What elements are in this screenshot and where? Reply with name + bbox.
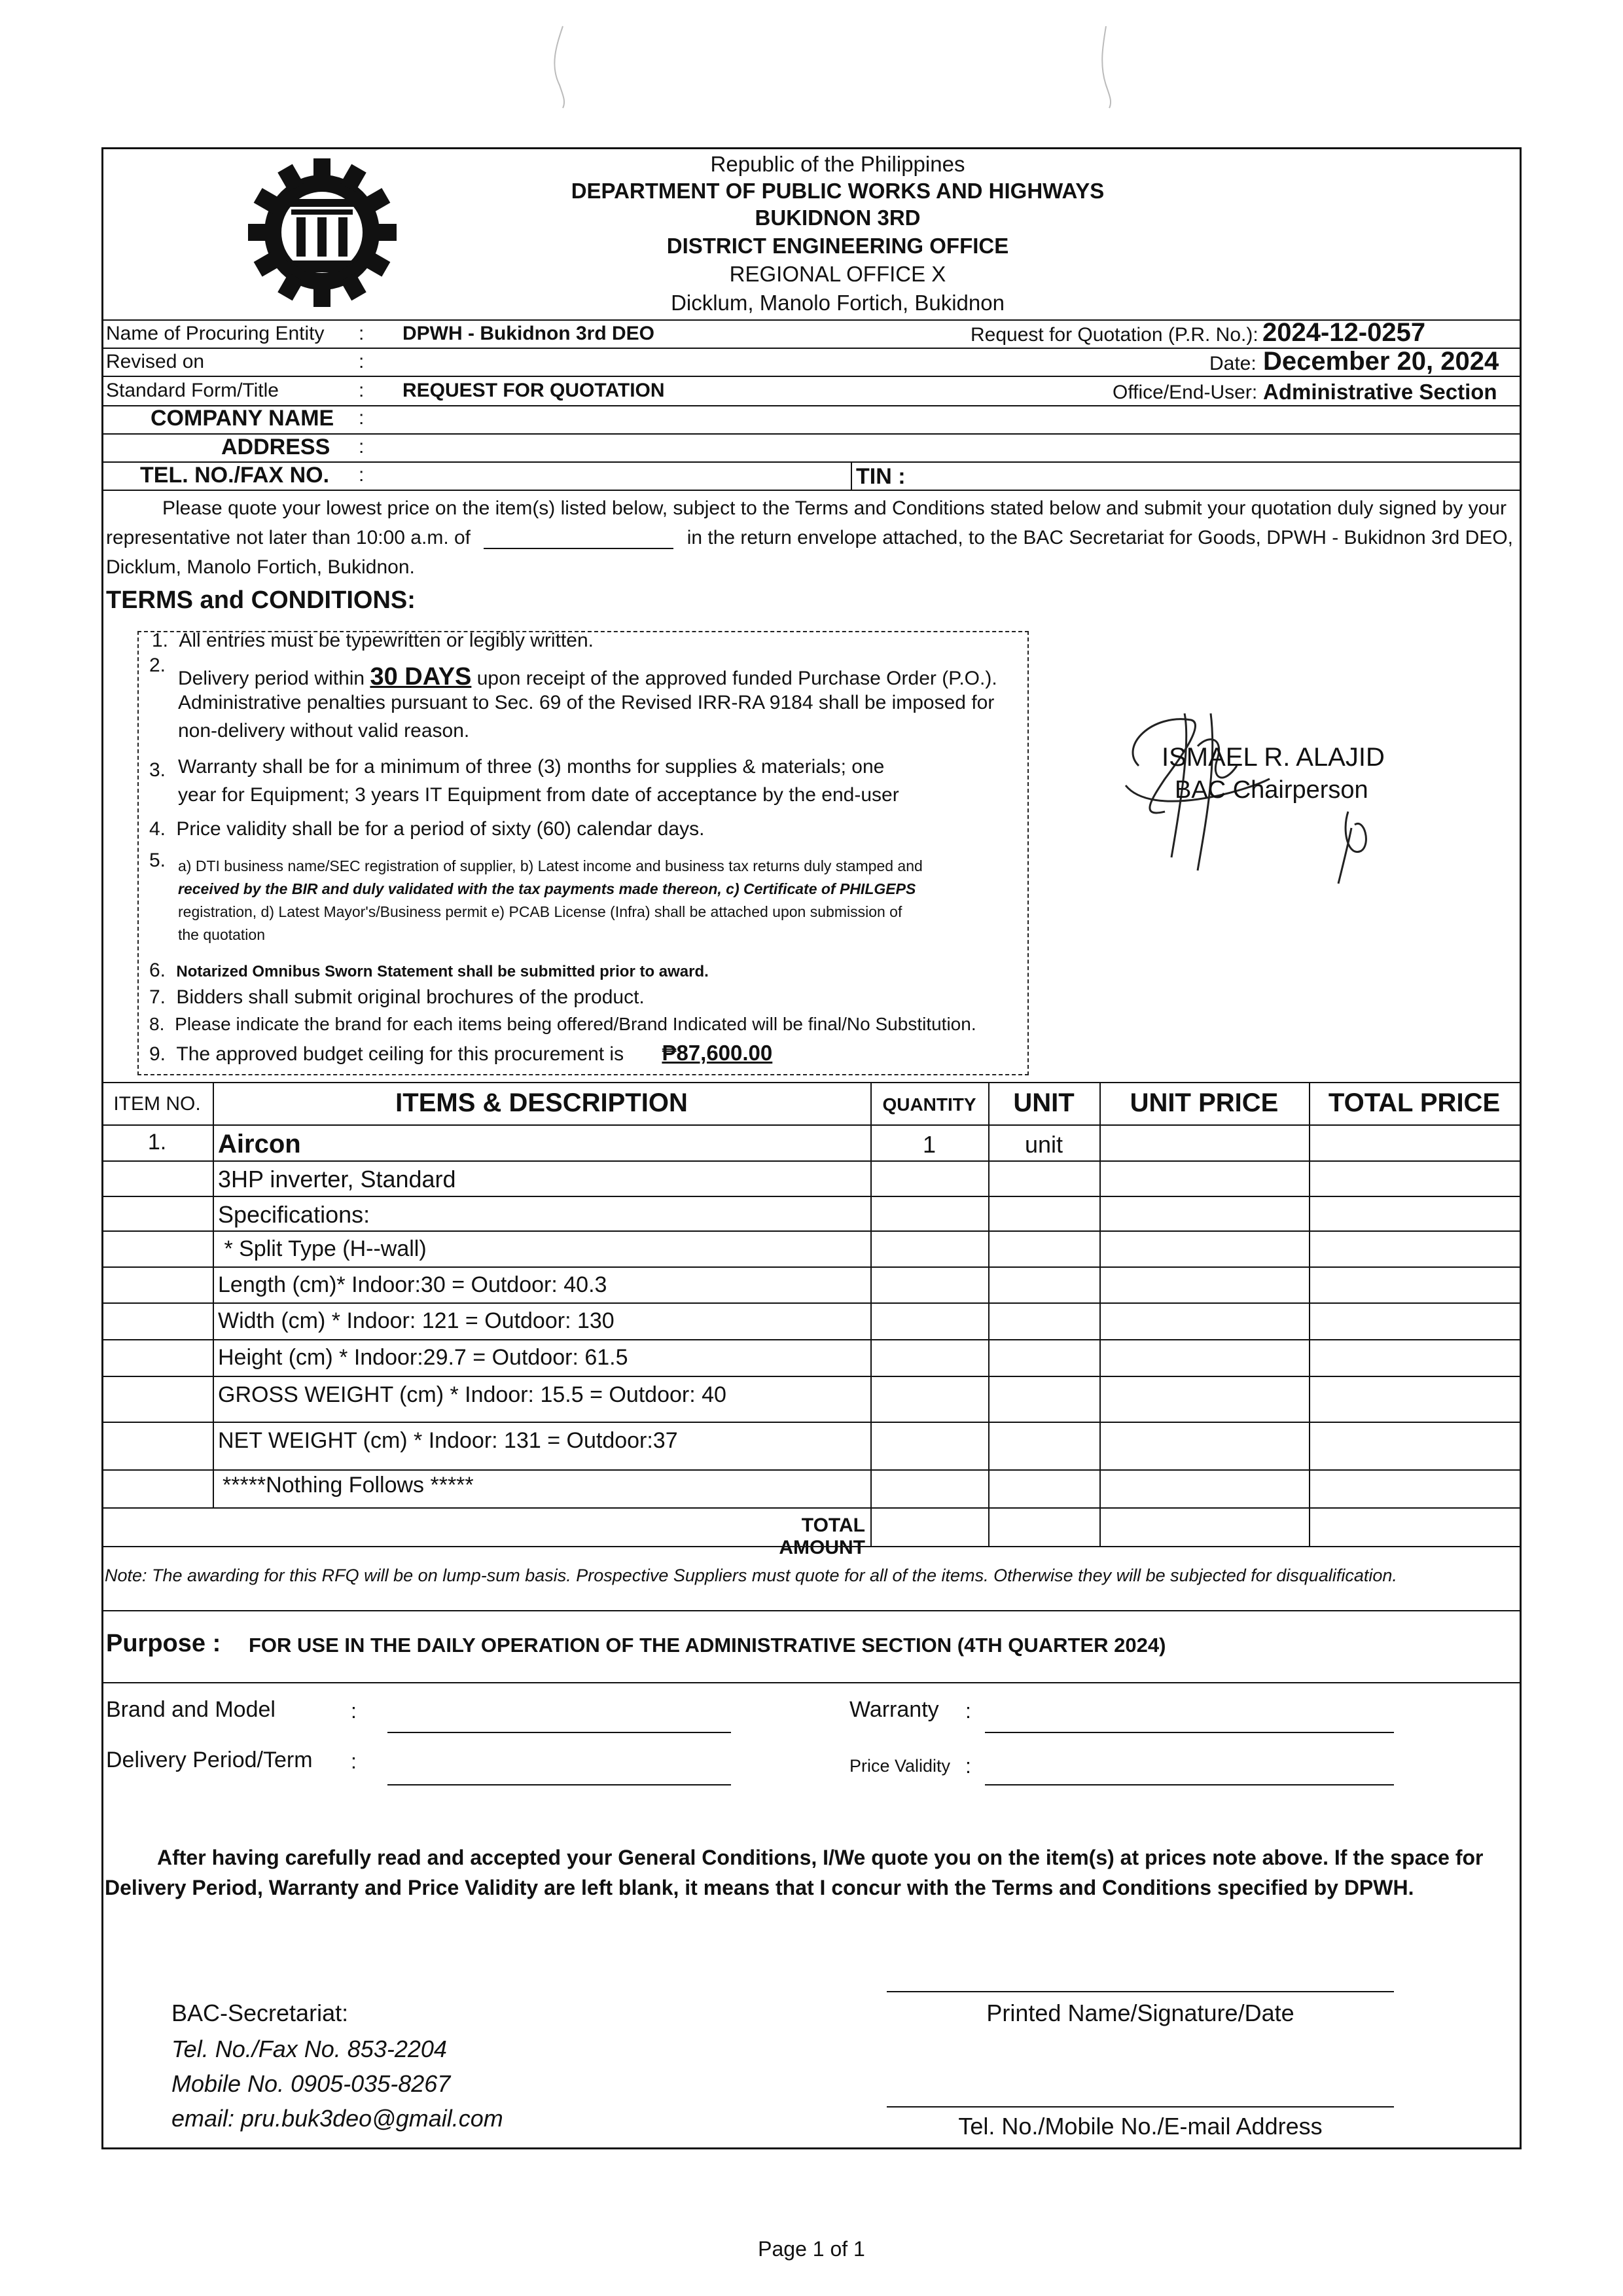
nothing-follows: *****Nothing Follows ***** [223, 1473, 474, 1498]
bac-mobile: Mobile No. 0905-035-8267 [171, 2070, 451, 2097]
address-label: ADDRESS [221, 435, 330, 459]
term-3-line-1: Warranty shall be for a minimum of three (3) months for supplies & materials; one [178, 756, 885, 778]
term-3-number: 3. [149, 759, 166, 781]
brand-model-label: Brand and Model [106, 1697, 276, 1722]
intro-line-1: Please quote your lowest price on the item(s) listed below, subject to the Terms and Conditions stated below and submit your quotation duly signed by your [162, 497, 1507, 519]
divider [101, 1507, 1520, 1509]
rfq-label: Request for Quotation (P.R. No.): [971, 324, 1258, 346]
term-5-line-1: a) DTI business name/SEC registration of supplier, b) Latest income and business tax returns duly stamped and [178, 857, 923, 874]
col-header-item: ITEM NO. [113, 1093, 201, 1115]
price-validity-field[interactable] [985, 1784, 1394, 1785]
procuring-entity-label: Name of Procuring Entity [106, 323, 325, 344]
divider [101, 1682, 1520, 1683]
divider [101, 490, 1520, 491]
divider [101, 1124, 1520, 1126]
total-amount-label: TOTAL AMOUNT [779, 1515, 865, 1558]
scan-mark [1086, 20, 1126, 115]
warranty-field[interactable] [985, 1732, 1394, 1733]
brand-model-field[interactable] [387, 1732, 731, 1733]
col-header-description: ITEMS & DESCRIPTION [395, 1088, 688, 1117]
term-text: All entries must be typewritten or legibly written. [179, 630, 594, 651]
col-divider [1099, 1082, 1101, 1546]
bac-tel: Tel. No./Fax No. 853-2204 [171, 2036, 447, 2062]
description-line: GROSS WEIGHT (cm) * Indoor: 15.5 = Outdoor: 40 [218, 1382, 726, 1407]
header-district: DISTRICT ENGINEERING OFFICE [666, 234, 1009, 258]
divider [101, 1230, 1520, 1232]
term-5-line-3: registration, d) Latest Mayor's/Business permit e) PCAB License (Infra) shall be attached upon submission of [178, 903, 902, 920]
procuring-entity-value: DPWH - Bukidnon 3rd DEO [402, 323, 654, 344]
colon: : [359, 407, 365, 429]
col-divider [213, 1082, 214, 1507]
colon: : [359, 380, 365, 401]
intro-line-3: Dicklum, Manolo Fortich, Bukidnon. [106, 556, 415, 578]
term-3-line-2: year for Equipment; 3 years IT Equipment from date of acceptance by the end-user [178, 784, 899, 806]
colon: : [965, 1754, 971, 1778]
term-2-line-3: non-delivery without valid reason. [178, 720, 470, 742]
header-department: DEPARTMENT OF PUBLIC WORKS AND HIGHWAYS [571, 179, 1105, 203]
divider [101, 1469, 1520, 1471]
intro-line-2a: representative not later than 10:00 a.m. of [106, 527, 471, 548]
intro-line-2b: in the return envelope attached, to the BAC Secretariat for Goods, DPWH - Bukidnon 3rd DEO, [687, 527, 1514, 548]
term-7 [149, 986, 645, 1009]
header-bukidnon: BUKIDNON 3RD [755, 206, 921, 230]
acceptance-line-1: After having carefully read and accepted your General Conditions, I/We quote you on the item(s) at prices note above. If the space for [157, 1846, 1484, 1869]
divider [101, 1082, 1520, 1083]
term-number: 7. [149, 986, 166, 1008]
divider [101, 1196, 1520, 1197]
signature-line[interactable] [887, 1991, 1394, 1992]
description-line: * Split Type (H--wall) [218, 1236, 427, 1261]
tin-divider [851, 461, 852, 490]
term-2-line-1 [178, 663, 997, 691]
scan-mark [537, 20, 576, 115]
delivery-period-field[interactable] [387, 1784, 731, 1785]
tin-label: TIN : [856, 464, 906, 489]
colon: : [359, 464, 365, 486]
description-line: Length (cm)* Indoor:30 = Outdoor: 40.3 [218, 1272, 607, 1297]
colon: : [359, 323, 365, 344]
term-5-line-4: the quotation [178, 926, 266, 943]
budget-ceiling: ₱87,600.00 [662, 1041, 773, 1065]
term-text: Delivery period within [178, 668, 365, 689]
divider [101, 1266, 1520, 1268]
col-header-quantity: QUANTITY [882, 1094, 976, 1115]
term-text: Notarized Omnibus Sworn Statement shall be submitted prior to award. [176, 963, 709, 980]
divider [101, 1302, 1520, 1304]
purpose-text: FOR USE IN THE DAILY OPERATION OF THE ADMINISTRATIVE SECTION (4TH QUARTER 2024) [249, 1634, 1166, 1657]
term-9 [149, 1041, 772, 1066]
header-republic: Republic of the Philippines [710, 152, 965, 176]
colon: : [359, 436, 365, 457]
col-header-total-price: TOTAL PRICE [1328, 1088, 1501, 1117]
chairperson-name: ISMAEL R. ALAJID [1162, 743, 1385, 772]
lump-sum-note: Note: The awarding for this RFQ will be on lump-sum basis. Prospective Suppliers must quote for all of the items. Otherwise they will be subjected for disqualification. [105, 1566, 1397, 1585]
office-value: Administrative Section [1263, 380, 1497, 404]
chairperson-title: BAC Chairperson [1175, 776, 1368, 804]
header-address: Dicklum, Manolo Fortich, Bukidnon [671, 291, 1005, 315]
term-text: upon receipt of the approved funded Purchase Order (P.O.). [476, 668, 997, 689]
date-value: December 20, 2024 [1263, 347, 1499, 376]
date-label: Date: [1209, 353, 1257, 374]
colon: : [965, 1699, 971, 1723]
company-name-label: COMPANY NAME [151, 406, 334, 431]
term-text: Please indicate the brand for each items being offered/Brand Indicated will be final/No Substitution. [175, 1014, 976, 1034]
colon: : [351, 1749, 357, 1773]
divider [101, 1610, 1520, 1611]
deadline-blank[interactable] [484, 548, 673, 549]
delivery-days: 30 DAYS [370, 663, 472, 691]
term-text: Price validity shall be for a period of sixty (60) calendar days. [176, 818, 705, 840]
term-number: 6. [149, 960, 166, 981]
term-number: 9. [149, 1043, 166, 1065]
term-text: Bidders shall submit original brochures of the product. [176, 986, 645, 1008]
rfq-number: 2024-12-0257 [1262, 318, 1426, 347]
terms-heading: TERMS and CONDITIONS: [106, 586, 416, 614]
term-number: 4. [149, 818, 166, 840]
term-number: 8. [149, 1014, 165, 1034]
revised-label: Revised on [106, 351, 205, 372]
term-5-number: 5. [149, 850, 166, 871]
colon: : [359, 351, 365, 372]
term-5-line-2: received by the BIR and duly validated with the tax payments made thereon, c) Certificate of PHILGEPS [178, 880, 916, 897]
bac-email: email: pru.buk3deo@gmail.com [171, 2105, 503, 2132]
divider [101, 1160, 1520, 1162]
delivery-period-label: Delivery Period/Term [106, 1748, 313, 1772]
divider [101, 1376, 1520, 1377]
col-header-unit-price: UNIT PRICE [1130, 1088, 1279, 1117]
acceptance-line-2: Delivery Period, Warranty and Price Validity are left blank, it means that I concur with the Terms and Conditions specified by DPWH. [105, 1876, 1414, 1899]
term-8 [149, 1014, 976, 1035]
description-line: NET WEIGHT (cm) * Indoor: 131 = Outdoor:37 [218, 1428, 678, 1453]
item-unit: unit [1024, 1131, 1063, 1158]
term-text: The approved budget ceiling for this procurement is [176, 1043, 624, 1065]
term-number: 1. [152, 630, 169, 651]
contact-line[interactable] [887, 2106, 1394, 2108]
office-label: Office/End-User: [1113, 382, 1258, 403]
warranty-label: Warranty [849, 1697, 939, 1722]
col-divider [1309, 1082, 1310, 1546]
bac-secretariat-label: BAC-Secretariat: [171, 2000, 349, 2026]
contact-label: Tel. No./Mobile No./E-mail Address [958, 2113, 1323, 2140]
term-4 [149, 818, 704, 840]
term-6 [149, 960, 709, 982]
divider [101, 1422, 1520, 1423]
page-number: Page 1 of 1 [758, 2237, 865, 2261]
printed-name-label: Printed Name/Signature/Date [986, 2000, 1294, 2026]
item-name: Aircon [218, 1130, 301, 1158]
divider [101, 1339, 1520, 1340]
description-line: Width (cm) * Indoor: 121 = Outdoor: 130 [218, 1308, 615, 1333]
form-title-label: Standard Form/Title [106, 380, 279, 401]
description-line: Height (cm) * Indoor:29.7 = Outdoor: 61.5 [218, 1345, 628, 1370]
term-1 [152, 630, 594, 652]
item-number: 1. [147, 1130, 167, 1155]
header-regional: REGIONAL OFFICE X [729, 262, 946, 286]
dpwh-logo [245, 156, 399, 310]
colon: : [351, 1699, 357, 1723]
purpose-label: Purpose : [106, 1630, 221, 1657]
item-quantity: 1 [922, 1131, 936, 1158]
description-line: Specifications: [218, 1201, 370, 1228]
col-header-unit: UNIT [1013, 1088, 1075, 1117]
price-validity-label: Price Validity [849, 1756, 951, 1776]
intro-line-2 [106, 527, 1513, 549]
tel-fax-label: TEL. NO./FAX NO. [140, 463, 330, 488]
term-2-number: 2. [149, 655, 166, 676]
term-2-line-2: Administrative penalties pursuant to Sec. 69 of the Revised IRR-RA 9184 shall be imposed for [178, 692, 995, 713]
form-title-value: REQUEST FOR QUOTATION [402, 380, 665, 401]
description-line: 3HP inverter, Standard [218, 1166, 456, 1193]
